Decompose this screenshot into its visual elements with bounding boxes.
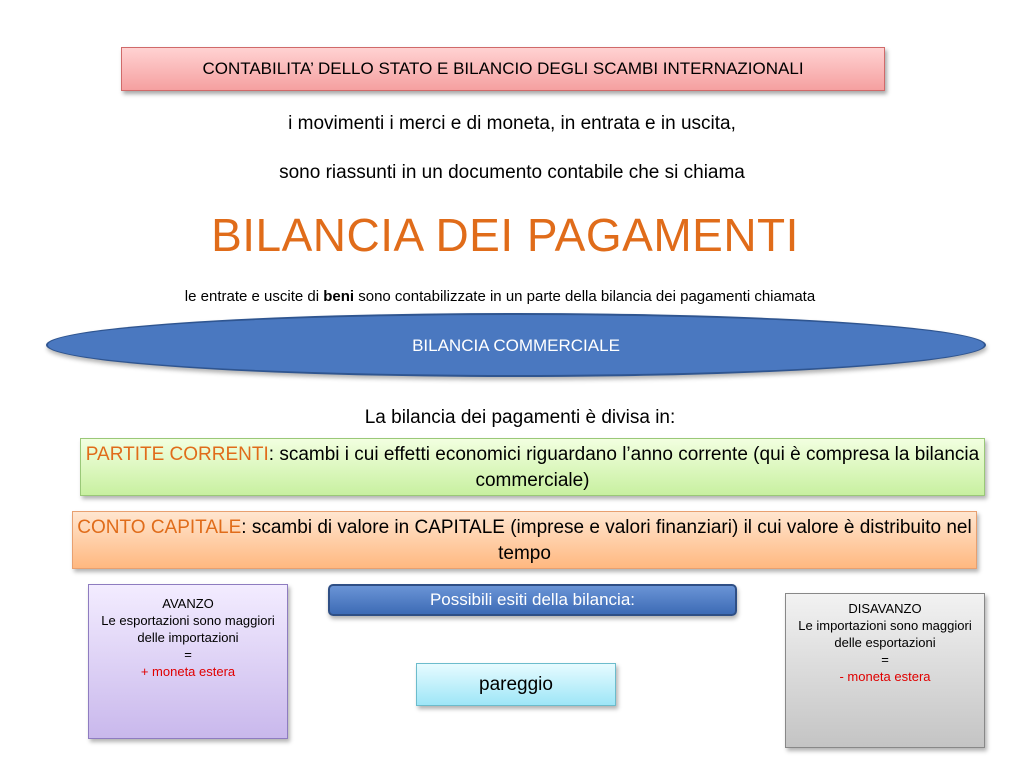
beni-word: beni: [323, 288, 355, 305]
outcomes-label-box: [328, 584, 737, 616]
disavanzo-title: DISAVANZO: [848, 601, 922, 616]
title-box: [121, 47, 885, 91]
headline: BILANCIA DEI PAGAMENTI: [211, 209, 799, 261]
disavanzo-equals: =: [881, 652, 889, 667]
beni-sentence: [0, 288, 1000, 305]
intro-line-2: sono riassunti in un documento contabile che si chiama: [279, 162, 745, 183]
conto-capitale-term: CONTO CAPITALE: [77, 517, 242, 538]
ellipse-label: BILANCIA COMMERCIALE: [412, 336, 620, 355]
outcomes-label: Possibili esiti della bilancia:: [429, 590, 636, 609]
partite-correnti-box: [80, 438, 985, 496]
title-text: CONTABILITA’ DELLO STATO E BILANCIO DEGLI SCAMBI INTERNAZIONALI: [202, 59, 804, 78]
pareggio-box: [416, 663, 616, 706]
partite-correnti-text: : scambi i cui effetti economici riguardano l’anno corrente (qui è compresa la bilancia commerciale): [268, 444, 980, 491]
avanzo-result: + moneta estera: [140, 664, 236, 679]
disavanzo-result: - moneta estera: [839, 669, 931, 684]
disavanzo-desc: Le importazioni sono maggiori delle esportazioni: [798, 618, 972, 650]
bilancia-commerciale-ellipse: [46, 313, 986, 377]
intro-line-1: i movimenti i merci e di moneta, in entrata e in uscita,: [288, 113, 736, 134]
conto-capitale-box: [72, 511, 977, 569]
disavanzo-box: [785, 593, 985, 748]
avanzo-desc: Le esportazioni sono maggiori delle importazioni: [101, 613, 275, 645]
conto-capitale-text: : scambi di valore in CAPITALE (imprese e valori finanziari) il cui valore è distribuito nel tempo: [241, 517, 972, 564]
pareggio-label: pareggio: [479, 674, 553, 695]
avanzo-equals: =: [184, 647, 192, 662]
avanzo-title: AVANZO: [162, 596, 214, 611]
beni-sentence-after: sono contabilizzate in un parte della bilancia dei pagamenti chiamata: [354, 288, 816, 305]
beni-sentence-before: le entrate e uscite di: [184, 288, 324, 305]
avanzo-box: [88, 584, 288, 739]
partite-correnti-term: PARTITE CORRENTI: [85, 444, 269, 465]
division-intro: La bilancia dei pagamenti è divisa in:: [364, 407, 676, 428]
